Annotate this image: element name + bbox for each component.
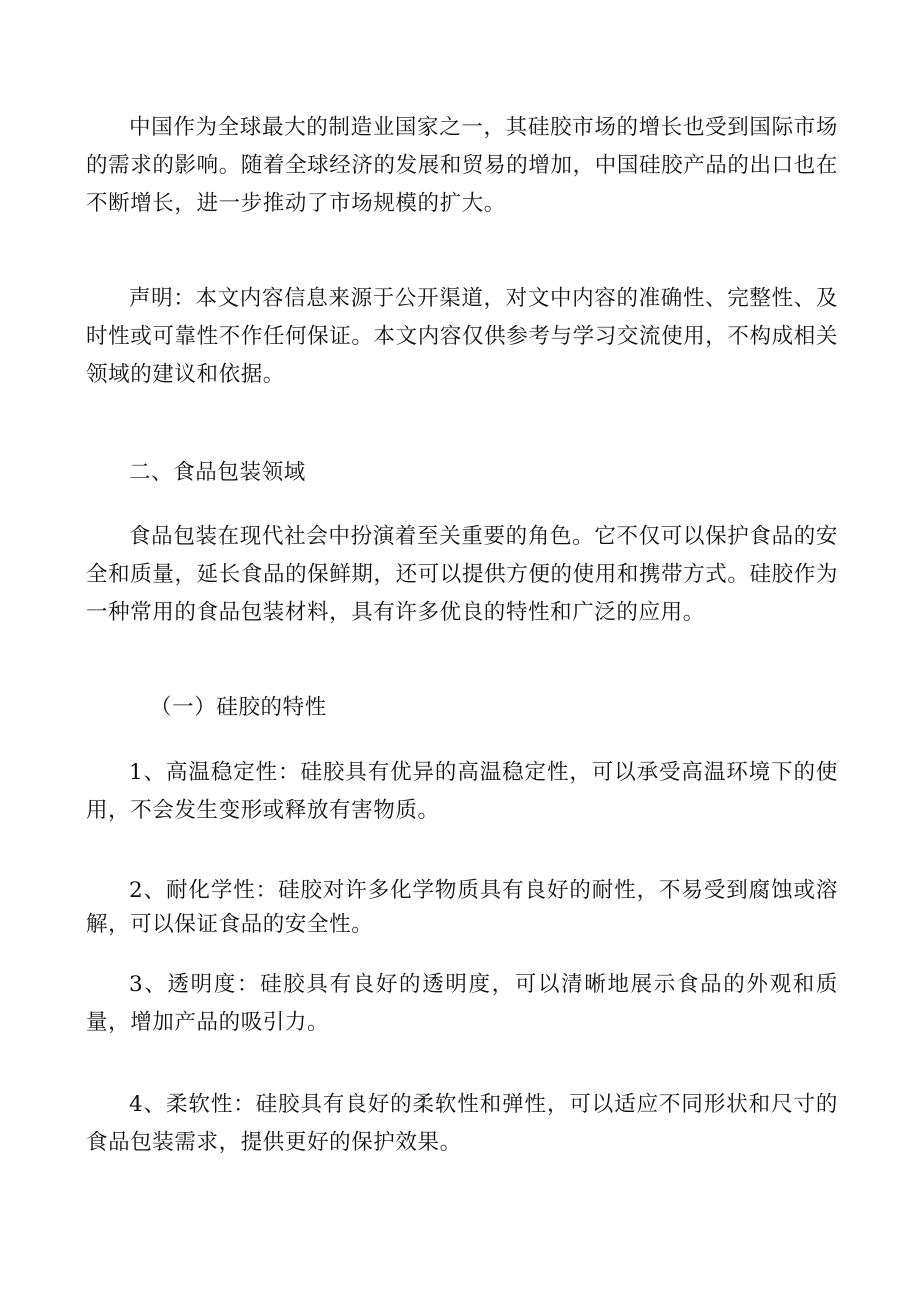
- list-item-softness: 4、柔软性：硅胶具有良好的柔软性和弹性，可以适应不同形状和尺寸的食品包装需求，提供更好的保护效果。: [86, 1092, 838, 1155]
- list-item-transparency: 3、透明度：硅胶具有良好的透明度，可以清晰地展示食品的外观和质量，增加产品的吸引力。: [86, 972, 838, 1035]
- list-item-high-temperature: 1、高温稳定性：硅胶具有优异的高温稳定性，可以承受高温环境下的使用，不会发生变形或释放有害物质。: [86, 760, 838, 823]
- section-heading-food-packaging: 二、食品包装领域: [129, 460, 306, 485]
- paragraph-food-packaging: 食品包装在现代社会中扮演着至关重要的角色。它不仅可以保护食品的安全和质量，延长食品的保鲜期，还可以提供方便的使用和携带方式。硅胶作为一种常用的食品包装材料，具有许多优良的特性和广泛的应用。: [86, 524, 838, 625]
- paragraph-market-growth: 中国作为全球最大的制造业国家之一，其硅胶市场的增长也受到国际市场的需求的影响。随着全球经济的发展和贸易的增加，中国硅胶产品的出口也在不断增长，进一步推动了市场规模的扩大。: [86, 115, 838, 216]
- list-item-chemical-resistance: 2、耐化学性：硅胶对许多化学物质具有良好的耐性，不易受到腐蚀或溶解，可以保证食品的安全性。: [86, 878, 838, 937]
- paragraph-disclaimer: 声明：本文内容信息来源于公开渠道，对文中内容的准确性、完整性、及时性或可靠性不作任何保证。本文内容仅供参考与学习交流使用，不构成相关领域的建议和依据。: [86, 286, 838, 387]
- subsection-heading-silicone-properties: （一）硅胶的特性: [150, 695, 327, 720]
